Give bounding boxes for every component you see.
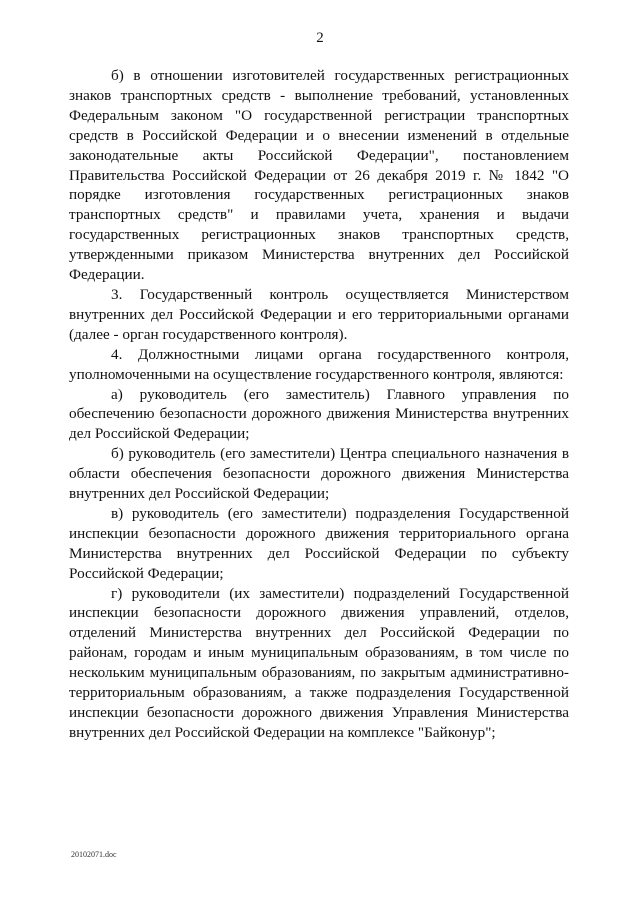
paragraph-3-control-authority: 3. Государственный контроль осуществляется Министерством внутренних дел Российской Федерации и его территориальными органами (далее - орган государственного контроля). bbox=[69, 285, 569, 343]
page-number: 2 bbox=[316, 30, 324, 46]
document-body bbox=[69, 66, 569, 743]
paragraph-b-manufacturers: б) в отношении изготовителей государственных регистрационных знаков транспортных средств - выполнение требований, установленных Федеральным законом "О государственной регистрации транспортных средств в Российской Федерации и о внесении изменений в отдельные законодательные акты Российской Федерации", постановлением Правительства Российской Федерации от 26 декабря 2019 г. № 1842 "О порядке изготовления государственных регистрационных знаков транспортных средств" и правилами учета, хранения и выдачи государственных регистрационных знаков транспортных средств, утвержденными приказом Министерства внутренних дел Российской Федерации. bbox=[69, 67, 569, 284]
paragraph-g-heads-local-inspections: г) руководители (их заместители) подразделений Государственной инспекции безопасности дорожного движения управлений, отделов, отделений Министерства внутренних дел Российской Федерации по районам, городам и иным муниципальным образованиям, в том числе по нескольким муниципальным образованиям, по закрытым административно-территориальным образованиям, а также подразделения Государственной инспекции безопасности дорожного движения Управления Министерства внутренних дел Российской Федерации на комплексе "Байконур"; bbox=[69, 584, 569, 741]
paragraph-v-head-regional-inspection: в) руководитель (его заместители) подразделения Государственной инспекции безопасности дорожного движения территориального органа Министерства внутренних дел Российской Федерации по субъекту Российской Федерации; bbox=[69, 504, 569, 582]
paragraph-4-officials: 4. Должностными лицами органа государственного контроля, уполномоченными на осуществление государственного контроля, являются: bbox=[69, 345, 569, 383]
paragraph-a-head-main-department: а) руководитель (его заместитель) Главного управления по обеспечению безопасности дорожного движения Министерства внутренних дел Российской Федерации; bbox=[69, 385, 569, 443]
paragraph-b-head-special-center: б) руководитель (его заместители) Центра специального назначения в области обеспечения безопасности дорожного движения Министерства внутренних дел Российской Федерации; bbox=[69, 445, 569, 503]
document-filename: 20102071.doc bbox=[71, 850, 117, 859]
